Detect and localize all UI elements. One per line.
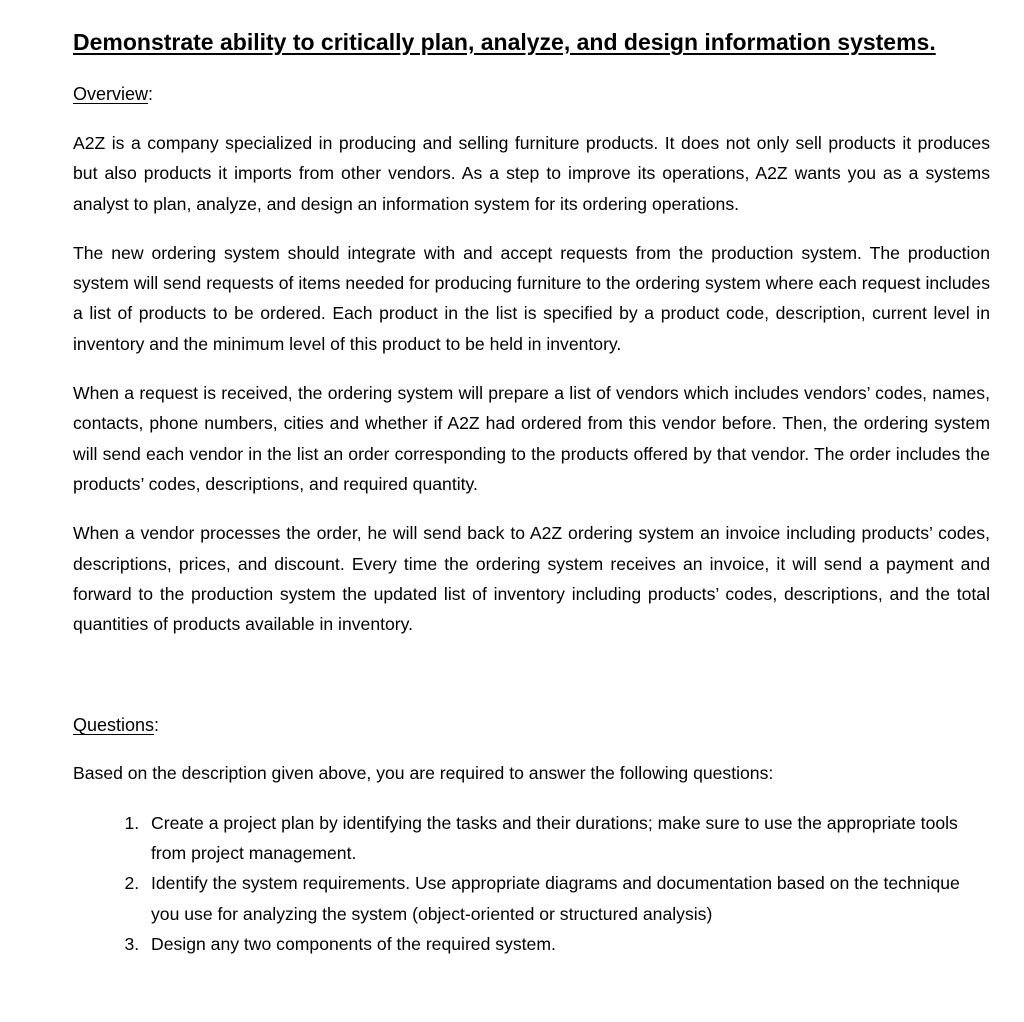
questions-label-colon: : <box>154 715 160 736</box>
document-title: Demonstrate ability to critically plan, analyze, and design information systems. <box>73 29 936 55</box>
question-item-2: 2. Identify the system requirements. Use appropriate diagrams and documentation based on the technique you use for analyzing the system (object-oriented or structured analysis) <box>144 868 990 929</box>
overview-paragraph-2: The new ordering system should integrate with and accept requests from the production system. The production system will send requests of items needed for producing furniture to the ordering system where each request includes a list of products to be ordered. Each product in the list is specified by a product code, description, current level in inventory and the minimum level of this product to be held in inventory. <box>73 242 990 354</box>
overview-label-colon: : <box>148 84 154 104</box>
questions-list <box>73 808 990 959</box>
overview-paragraph-1: A2Z is a company specialized in producing and selling furniture products. It does not only sell products it produces but also products it imports from other vendors. As a step to improve its operations, A2Z wants you as a systems analyst to plan, analyze, and design an information system for its ordering operations. <box>73 133 990 214</box>
question-item-1: 1. Create a project plan by identifying the tasks and their durations; make sure to use the appropriate tools from project management. <box>144 808 990 869</box>
overview-label: Overview <box>73 84 149 104</box>
overview-heading <box>73 80 990 108</box>
questions-intro: Based on the description given above, you are required to answer the following questions: <box>73 763 774 784</box>
question-item-3: 3. Design any two components of the required system. <box>144 929 990 959</box>
overview-paragraph-4: When a vendor processes the order, he will send back to A2Z ordering system an invoice including products’ codes, descriptions, prices, and discount. Every time the ordering system receives an invoice, it will send a payment and forward to the production system the updated list of inventory including products’ codes, descriptions, and the total quantities of products available in inventory. <box>73 523 990 635</box>
overview-paragraph-3: When a request is received, the ordering system will prepare a list of vendors which includes vendors’ codes, names, contacts, phone numbers, cities and whether if A2Z had ordered from this vendor before. Then, the ordering system will send each vendor in the list an order corresponding to the products offered by that vendor. The order includes the products’ codes, descriptions, and required quantity. <box>73 383 990 494</box>
document-page <box>73 26 990 959</box>
questions-label: Questions <box>73 715 155 736</box>
questions-heading <box>73 711 990 739</box>
